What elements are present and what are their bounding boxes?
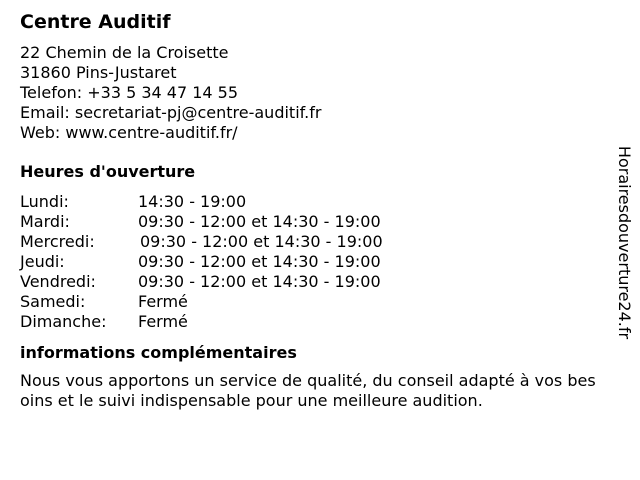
phone-number: Telefon: +33 5 34 47 14 55 xyxy=(20,83,239,102)
hours-row-lundi xyxy=(20,192,605,212)
hours-row-mardi xyxy=(20,212,605,232)
hours-row-samedi xyxy=(20,292,605,312)
hours-day: Lundi: xyxy=(20,192,69,211)
hours-day: Mardi: xyxy=(20,212,70,231)
hours-day: Jeudi: xyxy=(20,252,65,271)
hours-day: Mercredi: xyxy=(20,232,95,251)
site-watermark xyxy=(614,134,636,350)
hours-row-jeudi xyxy=(20,252,605,272)
info-heading: informations complémentaires xyxy=(20,343,297,362)
website-address: Web: www.centre-auditif.fr/ xyxy=(20,123,238,142)
email-address: Email: secretariat-pj@centre-auditif.fr xyxy=(20,103,322,122)
hours-time: 14:30 - 19:00 xyxy=(138,192,247,211)
business-name: Centre Auditif xyxy=(20,11,171,33)
business-card xyxy=(20,10,605,411)
hours-row-dimanche xyxy=(20,312,605,332)
hours-time: 09:30 - 12:00 et 14:30 - 19:00 xyxy=(140,232,383,251)
hours-time: Fermé xyxy=(138,312,188,331)
hours-time: Fermé xyxy=(138,292,188,311)
hours-day: Dimanche: xyxy=(20,312,107,331)
hours-day: Vendredi: xyxy=(20,272,96,291)
address-block xyxy=(20,43,605,143)
hours-row-mercredi xyxy=(20,232,605,252)
hours-time: 09:30 - 12:00 et 14:30 - 19:00 xyxy=(138,272,381,291)
hours-day: Samedi: xyxy=(20,292,86,311)
info-description: Nous vous apportons un service de qualité, du conseil adapté à vos besoins et le suivi indispensable pour une meilleure audition. xyxy=(20,371,596,410)
watermark-text: Horairesdouverture24.fr xyxy=(615,145,635,339)
hours-table xyxy=(20,192,605,332)
hours-time: 09:30 - 12:00 et 14:30 - 19:00 xyxy=(138,252,381,271)
hours-heading: Heures d'ouverture xyxy=(20,162,196,181)
street-address: 22 Chemin de la Croisette xyxy=(20,43,229,62)
city-address: 31860 Pins-Justaret xyxy=(20,63,177,82)
hours-time: 09:30 - 12:00 et 14:30 - 19:00 xyxy=(138,212,381,231)
hours-row-vendredi xyxy=(20,272,605,292)
